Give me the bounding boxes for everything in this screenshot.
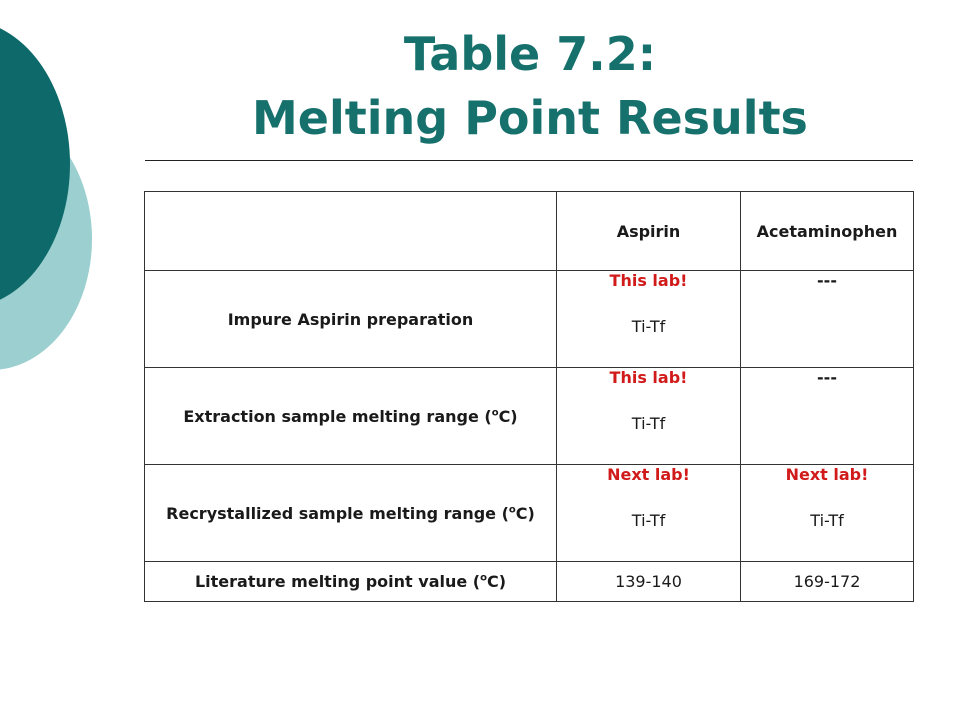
title-line-1: Table 7.2: bbox=[403, 27, 657, 81]
melting-point-table bbox=[144, 191, 914, 602]
header-row bbox=[145, 192, 914, 271]
temp-range: Ti-Tf bbox=[631, 317, 666, 336]
row-label bbox=[145, 465, 557, 562]
temp-range: Ti-Tf bbox=[631, 414, 666, 433]
slide-title bbox=[170, 22, 890, 150]
acetaminophen-cell bbox=[741, 271, 914, 368]
aspirin-cell bbox=[557, 465, 741, 562]
row-label: Impure Aspirin preparation bbox=[145, 271, 557, 368]
label-text: Extraction sample melting range ( bbox=[183, 406, 492, 426]
temp-range: Ti-Tf bbox=[810, 511, 844, 530]
row-label bbox=[145, 368, 557, 465]
temp-range: Ti-Tf bbox=[631, 511, 666, 530]
label-unit: C) bbox=[515, 503, 535, 523]
literature-row bbox=[145, 562, 914, 602]
lab-note: This lab! bbox=[609, 368, 688, 387]
aspirin-cell bbox=[557, 271, 741, 368]
not-applicable: --- bbox=[817, 271, 837, 290]
acetaminophen-literature-value: 169-172 bbox=[741, 562, 914, 602]
lab-note: Next lab! bbox=[785, 465, 869, 484]
aspirin-literature-value: 139-140 bbox=[557, 562, 741, 602]
not-applicable: --- bbox=[817, 368, 837, 387]
acetaminophen-cell bbox=[741, 368, 914, 465]
header-cell-aspirin: Aspirin bbox=[557, 192, 741, 271]
label-text: Recrystallized sample melting range ( bbox=[166, 503, 509, 523]
header-cell-empty bbox=[145, 192, 557, 271]
label-unit: C) bbox=[498, 406, 518, 426]
aspirin-cell bbox=[557, 368, 741, 465]
table-row bbox=[145, 368, 914, 465]
lab-note: Next lab! bbox=[607, 465, 690, 484]
degree-superscript: o bbox=[508, 504, 516, 516]
row-label bbox=[145, 562, 557, 602]
label-unit: C) bbox=[486, 572, 507, 591]
lab-note: This lab! bbox=[609, 271, 688, 290]
table-row bbox=[145, 465, 914, 562]
header-cell-acetaminophen: Acetaminophen bbox=[741, 192, 914, 271]
degree-superscript: o bbox=[491, 407, 499, 419]
label-text: Literature melting point value ( bbox=[194, 572, 481, 591]
title-divider bbox=[145, 160, 913, 161]
table-row bbox=[145, 271, 914, 368]
title-line-2: Melting Point Results bbox=[252, 91, 808, 145]
degree-superscript: o bbox=[480, 572, 487, 584]
acetaminophen-cell bbox=[741, 465, 914, 562]
